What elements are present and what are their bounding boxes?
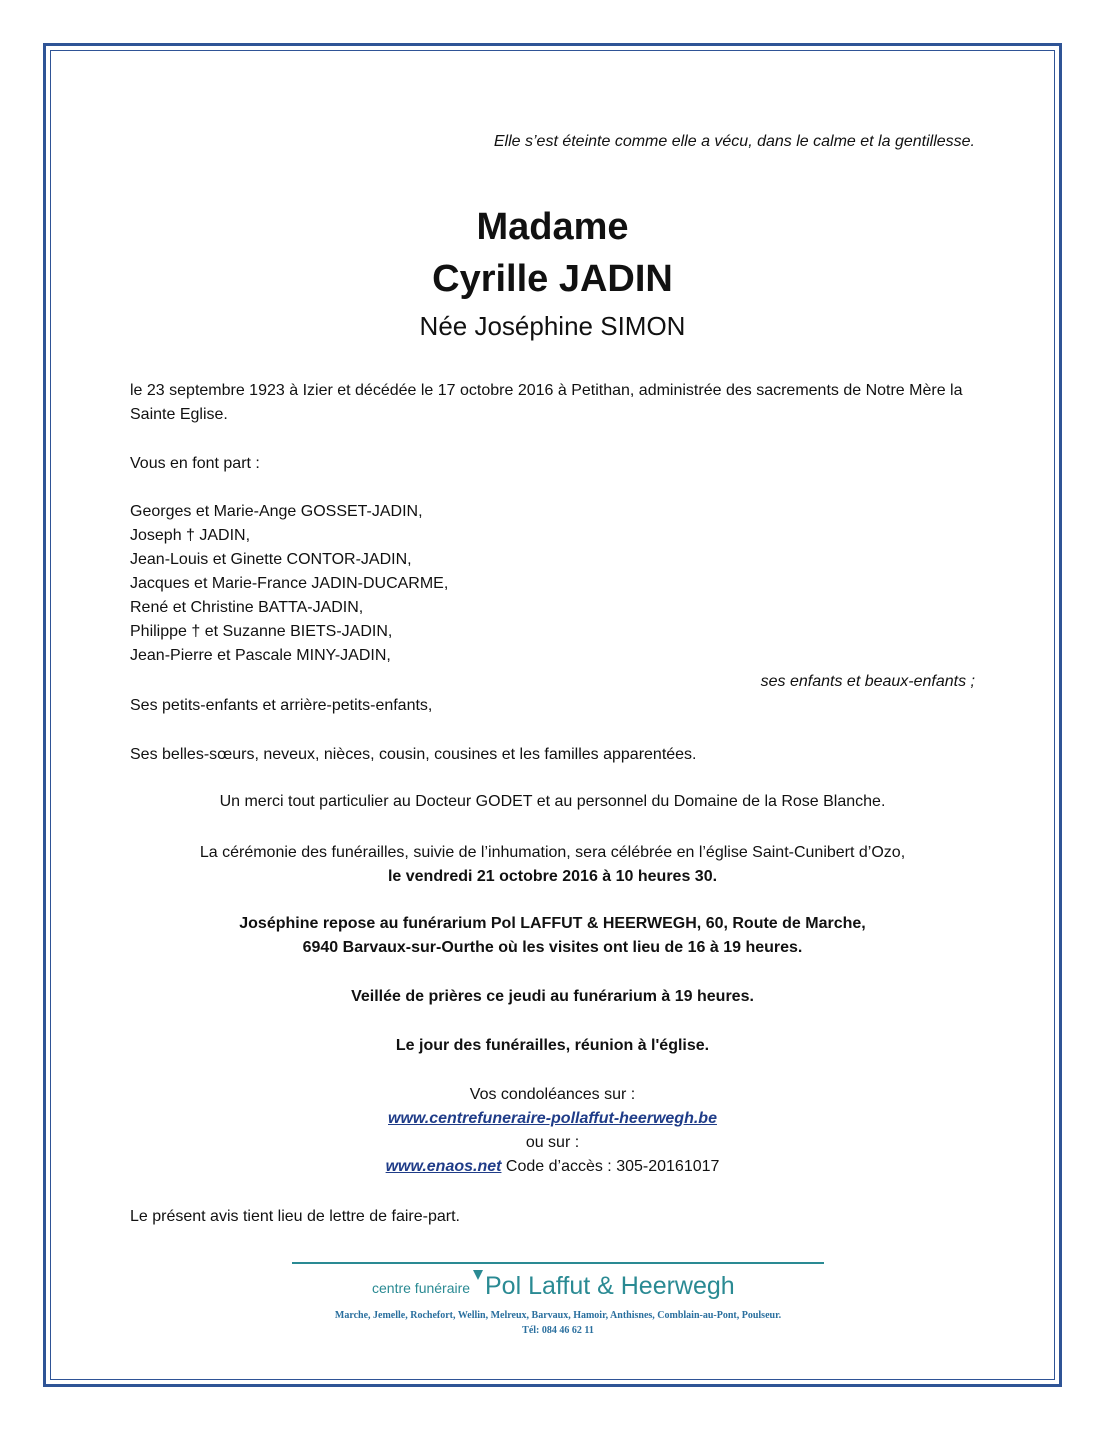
condolences-block bbox=[130, 1083, 975, 1179]
family-member: Jean-Pierre et Pascale MINY-JADIN, bbox=[130, 647, 391, 664]
title-maiden-name: Née Joséphine SIMON bbox=[419, 311, 686, 341]
vigil-text: Veillée de prières ce jeudi au funérarium à 19 heures. bbox=[351, 988, 754, 1005]
logo-name: Pol Laffut & Heerwegh bbox=[485, 1272, 735, 1300]
access-code: Code d’accès : 305-20161017 bbox=[501, 1158, 720, 1175]
condolences-link-funeraire[interactable]: www.centrefuneraire-pollaffut-heerwegh.be bbox=[388, 1110, 717, 1127]
family-member: Jean-Louis et Ginette CONTOR-JADIN, bbox=[130, 551, 412, 568]
family-member: Joseph † JADIN, bbox=[130, 527, 251, 544]
condolences-or: ou sur : bbox=[525, 1134, 580, 1151]
funerarium-text bbox=[130, 912, 975, 960]
ceremony-date: le vendredi 21 octobre 2016 à 10 heures 30. bbox=[387, 868, 718, 885]
inlaws-text: Ses belles-sœurs, neveux, nièces, cousin, cousines et les familles apparentées. bbox=[130, 746, 697, 763]
relation-text: ses enfants et beaux-enfants ; bbox=[760, 673, 975, 690]
funeral-home-logo bbox=[292, 1262, 824, 1342]
thanks-text: Un merci tout particulier au Docteur GODET et au personnel du Domaine de la Rose Blanche. bbox=[219, 793, 886, 810]
family-member: Georges et Marie-Ange GOSSET-JADIN, bbox=[130, 503, 423, 520]
logo-subtitle: centre funéraire bbox=[372, 1280, 471, 1296]
ceremony-text bbox=[130, 841, 975, 889]
condolences-intro: Vos condoléances sur : bbox=[469, 1086, 636, 1103]
logo-locations: Marche, Jemelle, Rochefort, Wellin, Melreux, Barvaux, Hamoir, Anthisnes, Comblain-au-Pont, Poulseur. bbox=[334, 1310, 782, 1321]
family-list bbox=[130, 500, 448, 668]
logo-phone: Tél: 084 46 62 11 bbox=[522, 1325, 594, 1336]
title-name: Cyrille JADIN bbox=[432, 258, 673, 300]
ceremony-location: La cérémonie des funérailles, suivie de l’inhumation, sera célébrée en l’église Saint-Cunibert d’Ozo, bbox=[199, 844, 906, 861]
logo-triangle-icon bbox=[473, 1270, 483, 1280]
birth-death-text: le 23 septembre 1923 à Izier et décédée le 17 octobre 2016 à Petithan, administrée des sacrements de Notre Mère la Sainte Eglise. bbox=[130, 382, 963, 423]
grandchildren-text: Ses petits-enfants et arrière-petits-enfants, bbox=[130, 697, 433, 714]
family-member: René et Christine BATTA-JADIN, bbox=[130, 599, 364, 616]
family-member: Jacques et Marie-France JADIN-DUCARME, bbox=[130, 575, 449, 592]
condolences-link-enaos[interactable]: www.enaos.net bbox=[385, 1158, 502, 1175]
family-member: Philippe † et Suzanne BIETS-JADIN, bbox=[130, 623, 393, 640]
funerarium-address: Joséphine repose au funérarium Pol LAFFUT & HEERWEGH, 60, Route de Marche, bbox=[239, 915, 866, 932]
notice-text: Le présent avis tient lieu de lettre de faire-part. bbox=[130, 1208, 460, 1225]
meeting-text: Le jour des funérailles, réunion à l'église. bbox=[395, 1037, 710, 1054]
title-honorific: Madame bbox=[476, 206, 629, 248]
logo-rule bbox=[292, 1262, 824, 1264]
epigraph: Elle s’est éteinte comme elle a vécu, dans le calme et la gentillesse. bbox=[493, 133, 975, 150]
funerarium-visits: 6940 Barvaux-sur-Ourthe où les visites ont lieu de 16 à 19 heures. bbox=[302, 939, 803, 956]
announce-text: Vous en font part : bbox=[130, 455, 260, 472]
